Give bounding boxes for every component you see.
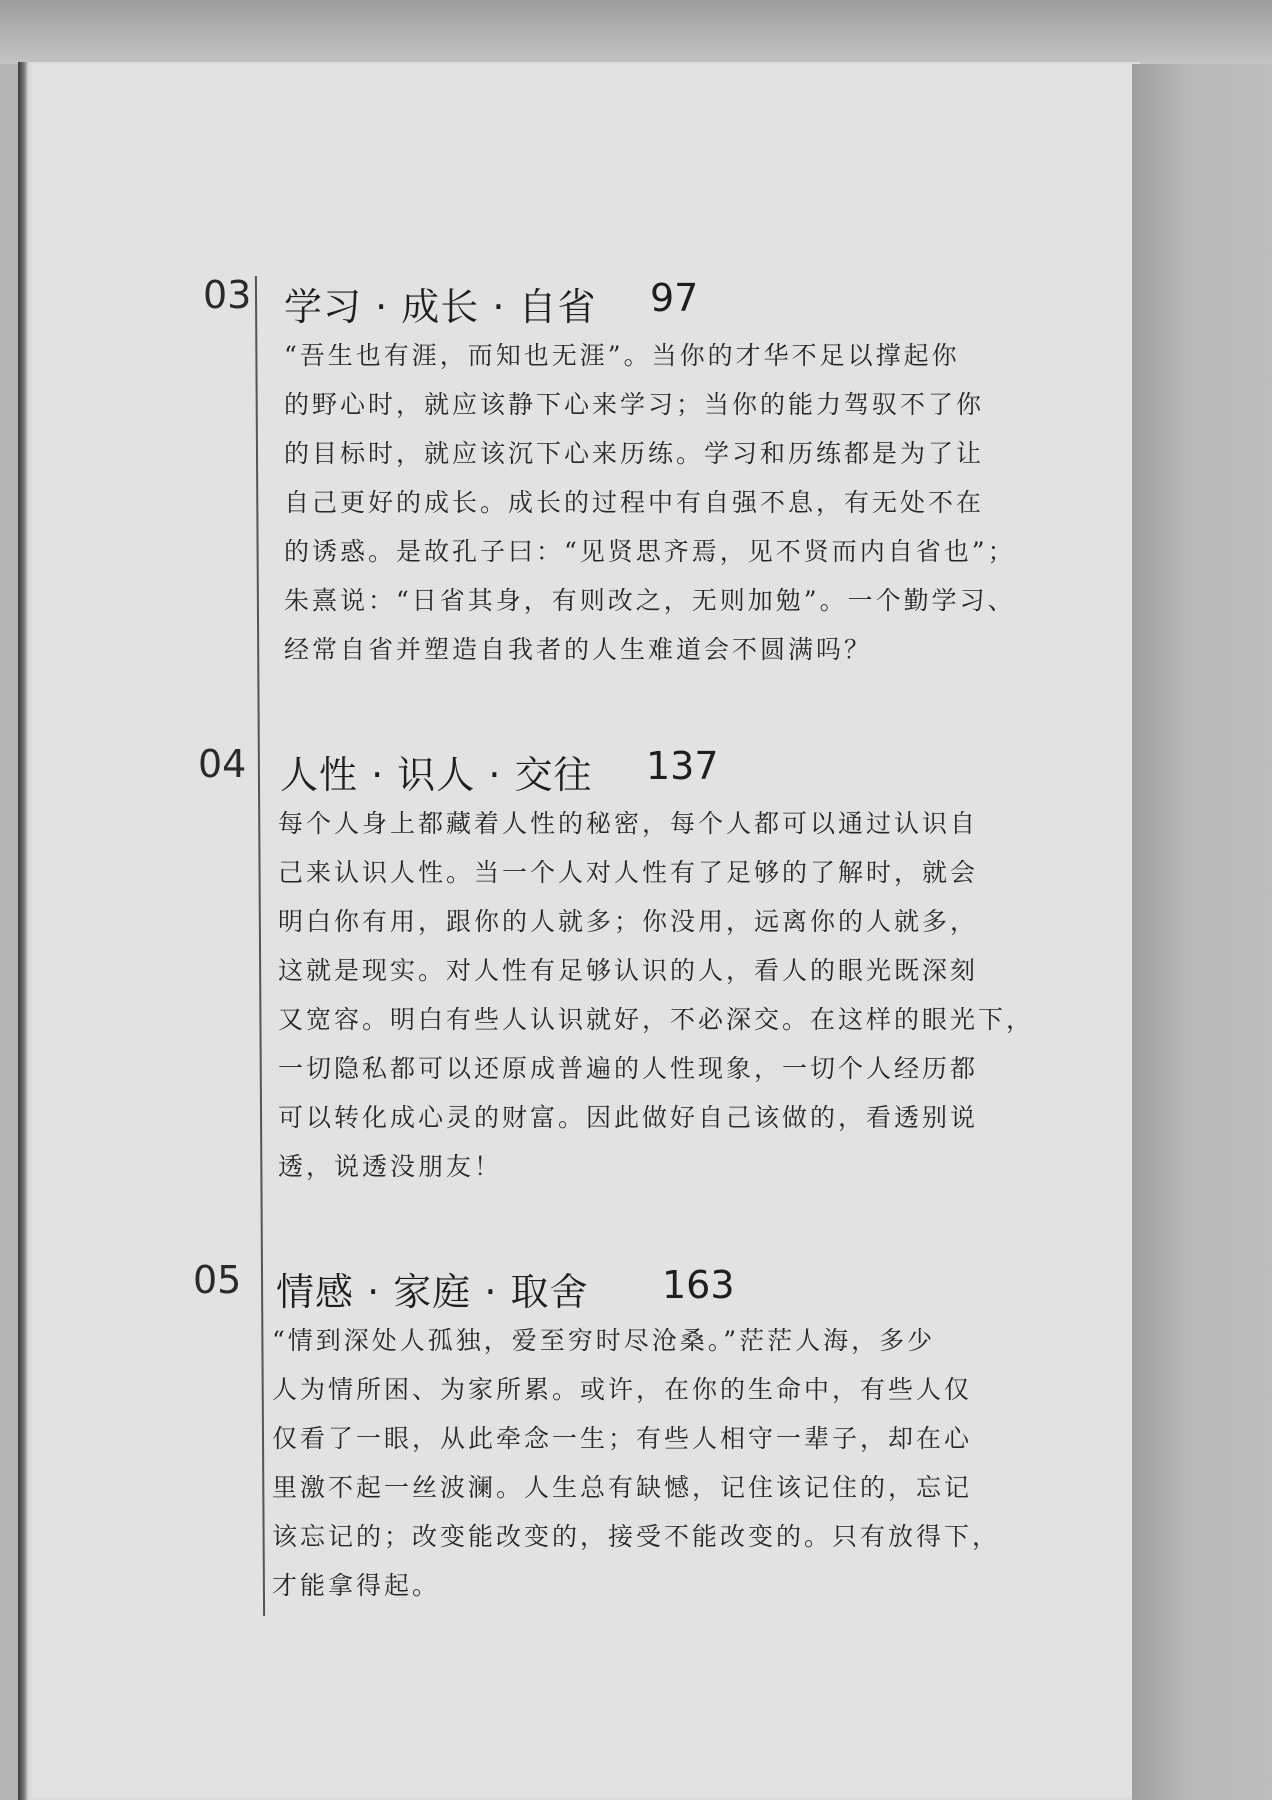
- section-number: 05: [193, 1258, 242, 1302]
- description-line: 该忘记的；改变能改变的，接受不能改变的。只有放得下，: [272, 1522, 1001, 1551]
- description-line: 经常自省并塑造自我者的人生难道会不圆满吗？: [284, 635, 873, 664]
- description-line: 的野心时，就应该静下心来学习；当你的能力驾驭不了你: [284, 390, 985, 419]
- section-number: 03: [203, 273, 252, 317]
- section-description: [284, 331, 1016, 674]
- section-description: [278, 799, 1035, 1191]
- section-title: 情感 · 家庭 · 取舍: [276, 1270, 589, 1314]
- scanner-top-margin: [0, 0, 1272, 64]
- description-line: 己来认识人性。当一个人对人性有了足够的了解时，就会: [278, 858, 979, 887]
- description-line: 这就是现实。对人性有足够认识的人，看人的眼光既深刻: [278, 956, 979, 985]
- description-line: 里激不起一丝波澜。人生总有缺憾，记住该记住的，忘记: [272, 1473, 973, 1502]
- description-line: 朱熹说：“日省其身，有则改之，无则加勉”。一个勤学习、: [284, 586, 1016, 615]
- section-page-number: 163: [662, 1263, 735, 1307]
- section-page-number: 137: [646, 744, 719, 788]
- section-number: 04: [198, 742, 247, 786]
- description-line: 才能拿得起。: [272, 1571, 441, 1600]
- section-title: 学习 · 成长 · 自省: [284, 285, 597, 329]
- scanner-right-margin: [1132, 64, 1272, 1800]
- section-description: [272, 1316, 1001, 1610]
- description-line: 又宽容。明白有些人认识就好，不必深交。在这样的眼光下，: [278, 1005, 1035, 1034]
- description-line: 仅看了一眼，从此牵念一生；有些人相守一辈子，却在心: [272, 1424, 973, 1453]
- description-line: “情到深处人孤独，爱至穷时尽沧桑。”茫茫人海，多少: [272, 1326, 936, 1355]
- description-line: 人为情所困、为家所累。或许，在你的生命中，有些人仅: [272, 1375, 973, 1404]
- description-line: 自己更好的成长。成长的过程中有自强不息，有无处不在: [284, 488, 985, 517]
- description-line: 明白你有用，跟你的人就多；你没用，远离你的人就多，: [278, 907, 979, 936]
- book-binding-shadow: [18, 62, 28, 1800]
- description-line: 透，说透没朋友！: [278, 1152, 503, 1181]
- description-line: 可以转化成心灵的财富。因此做好自己该做的，看透别说: [278, 1103, 979, 1132]
- description-line: 的目标时，就应该沉下心来历练。学习和历练都是为了让: [284, 439, 985, 468]
- description-line: “吾生也有涯，而知也无涯”。当你的才华不足以撑起你: [284, 341, 960, 370]
- section-page-number: 97: [650, 276, 699, 320]
- description-line: 每个人身上都藏着人性的秘密，每个人都可以通过认识自: [278, 809, 979, 838]
- description-line: 的诱惑。是故孔子曰：“见贤思齐焉，见不贤而内自省也”；: [284, 537, 1016, 566]
- description-line: 一切隐私都可以还原成普遍的人性现象，一切个人经历都: [278, 1054, 979, 1083]
- section-title: 人性 · 识人 · 交往: [280, 753, 593, 797]
